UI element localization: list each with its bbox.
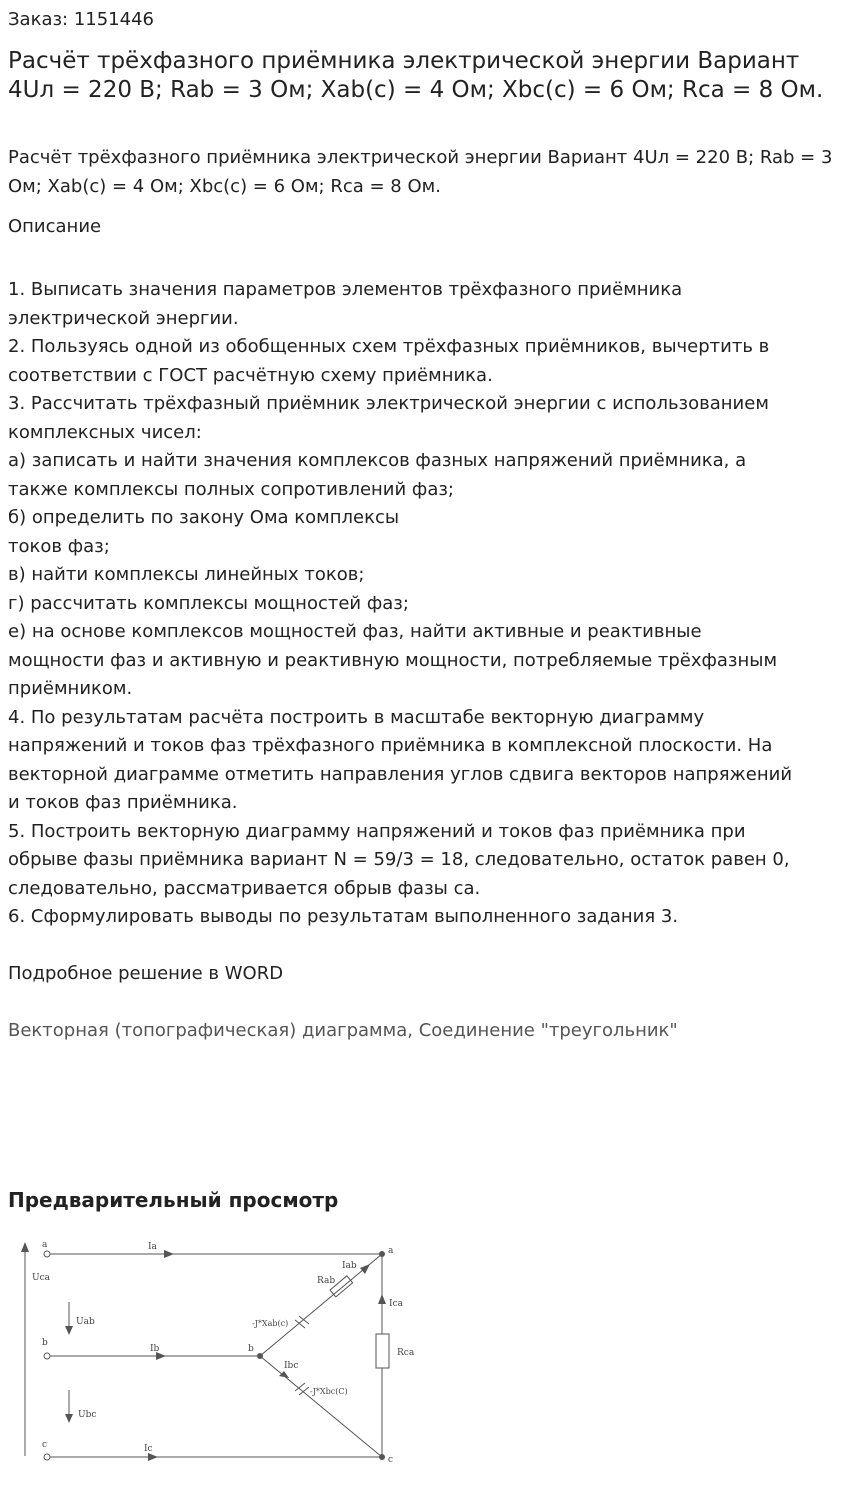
description-line: г) рассчитать комплексы мощностей фаз;	[8, 592, 409, 614]
resistor-label-rab: Rab	[317, 1276, 336, 1286]
reactance-label-xbc: -J*Xbc(C)	[310, 1387, 348, 1396]
current-label-ic: Ic	[144, 1444, 153, 1454]
description-line: 2. Пользуясь одной из обобщенных схем трёхфазных приёмников, вычертить в	[8, 336, 770, 357]
description-line: приёмником.	[8, 678, 133, 699]
tag-separator: ,	[407, 1020, 419, 1041]
preview-schematic	[8, 1238, 418, 1470]
description-line: следовательно, рассматривается обрыв фазы са.	[8, 877, 481, 899]
description-line: векторной диаграмме отметить направления углов сдвига векторов напряжений	[8, 763, 793, 785]
description-line: 5. Построить векторную диаграмму напряжений и токов фаз приёмника при	[8, 820, 746, 842]
terminal-label-b: b	[42, 1338, 48, 1348]
node-label-b: b	[248, 1344, 254, 1354]
description-line: в) найти комплексы линейных токов;	[8, 564, 365, 585]
current-label-ibc: Ibc	[284, 1361, 299, 1371]
current-label-iab: Iab	[342, 1261, 357, 1271]
description-line: 1. Выписать значения параметров элементов трёхфазного приёмника	[8, 279, 683, 300]
tag-link-delta-connection[interactable]: Соединение "треугольник"	[418, 1020, 678, 1041]
description-line: 3. Рассчитать трёхфазный приёмник электрической энергии с использованием	[8, 393, 769, 414]
page-subtitle: Расчёт трёхфазного приёмника электрической энергии Вариант 4Uл = 220 В; Rab = 3 Ом; Xab(c) = 4 Ом; Xbc(c) = 6 Ом; Rca = 8 Ом.	[8, 147, 833, 197]
current-label-ib: Ib	[150, 1344, 160, 1354]
page-title: Расчёт трёхфазного приёмника электрической энергии Вариант 4Uл = 220 В; Rab = 3 Ом; Xab(c) = 4 Ом; Xbc(c) = 6 Ом; Rca = 8 Ом.	[8, 48, 824, 103]
description-heading: Описание	[8, 216, 102, 237]
resistor-label-rca: Rca	[397, 1348, 415, 1358]
description-line: 6. Сформулировать выводы по результатам выполненного задания 3.	[8, 906, 679, 927]
voltage-label-uca: Uca	[32, 1273, 50, 1283]
description-line: электрической энергии.	[8, 307, 239, 329]
description-line: и токов фаз приёмника.	[8, 792, 238, 813]
description-line: токов фаз;	[8, 535, 110, 557]
description-line: 4. По результатам расчёта построить в масштабе векторную диаграмму	[8, 706, 705, 728]
node-label-c: c	[388, 1455, 394, 1465]
description-line: е) на основе комплексов мощностей фаз, найти активные и реактивные	[8, 621, 702, 642]
description-line: также комплексы полных сопротивлений фаз;	[8, 478, 454, 500]
description-line: б) определить по закону Ома комплексы	[8, 507, 400, 528]
description-line: мощности фаз и активную и реактивную мощности, потребляемые трёхфазным	[8, 649, 778, 671]
description-body	[8, 276, 842, 932]
description-line: комплексных чисел:	[8, 421, 202, 443]
reactance-label-xab: -J*Xab(c)	[252, 1319, 289, 1328]
order-number: Заказ: 1151446	[8, 9, 154, 30]
current-label-ica: Ica	[389, 1299, 403, 1309]
circuit-diagram	[8, 1238, 418, 1470]
voltage-label-uab: Uab	[76, 1317, 95, 1327]
description-line: соответствии с ГОСТ расчётную схему приёмника.	[8, 364, 493, 386]
description-line: напряжений и токов фаз трёхфазного приёмника в комплексной плоскости. На	[8, 735, 773, 756]
description-line: а) записать и найти значения комплексов фазных напряжений приёмника, а	[8, 450, 747, 471]
preview-heading: Предварительный просмотр	[8, 1188, 339, 1212]
description-line: обрыве фазы приёмника вариант N = 59/3 = 18, следовательно, остаток равен 0,	[8, 849, 790, 870]
node-label-a: a	[388, 1246, 394, 1256]
terminal-label-a: a	[42, 1240, 48, 1250]
current-label-ia: Ia	[148, 1242, 157, 1252]
terminal-label-c: c	[42, 1440, 48, 1450]
voltage-label-ubc: Ubc	[78, 1410, 97, 1420]
tag-link-vector-diagram[interactable]: Векторная (топографическая) диаграмма	[8, 1020, 408, 1041]
solution-note: Подробное решение в WORD	[8, 963, 284, 984]
tag-list	[8, 1017, 678, 1045]
